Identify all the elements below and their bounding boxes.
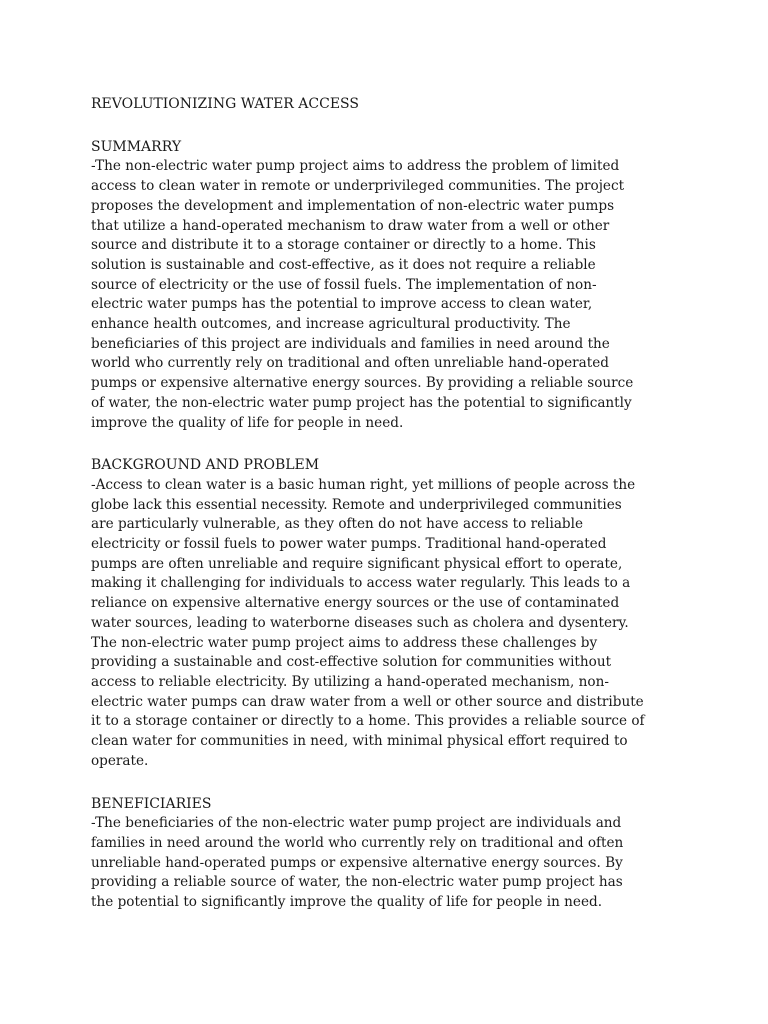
section-heading-background: BACKGROUND AND PROBLEM: [91, 457, 320, 474]
section-background-and-problem: [91, 456, 691, 771]
section-body-background: -Access to clean water is a basic human right, yet millions of people across the globe lack this essential necessity. Remote and underprivileged communities are particularly vulnerable, as they often do not have access to reliable electricity or fossil fuels to power water pumps. Traditional hand-operated pumps are often unreliable and require significant physical effort to operate, making it challenging for individuals to access water regularly. This leads to a reliance on expensive alternative energy sources or the use of contaminated water sources, leading to waterborne diseases such as cholera and dysentery. The non-electric water pump project aims to address these challenges by providing a sustainable and cost-effective solution for communities without access to reliable electricity. By utilizing a hand-operated mechanism, non- electric water pumps can draw water from a well or other source and distribute it to a storage container or directly to a home. This provides a reliable source of clean water for communities in need, with minimal physical effort required to operate.: [91, 476, 645, 769]
section-beneficiaries: [91, 795, 691, 913]
section-body-beneficiaries: -The beneficiaries of the non-electric water pump project are individuals and families in need around the world who currently rely on traditional and often unreliable hand-operated pumps or expensive alternative energy sources. By providing a reliable source of water, the non-electric water pump project has the potential to significantly improve the quality of life for people in need.: [91, 815, 624, 911]
document-title: REVOLUTIONIZING WATER ACCESS: [91, 96, 359, 112]
section-summary: [91, 138, 691, 434]
section-body-summary: -The non-electric water pump project aims to address the problem of limited access to clean water in remote or underprivileged communities. The project proposes the development and implementation of non-electric water pumps that utilize a hand-operated mechanism to draw water from a well or other source and distribute it to a storage container or directly to a home. This solution is sustainable and cost-effective, as it does not require a reliable source of electricity or the use of fossil fuels. The implementation of non- electric water pumps has the potential to improve access to clean water, enhance health outcomes, and increase agricultural productivity. The beneficiaries of this project are individuals and families in need around the world who currently rely on traditional and often unreliable hand-operated pumps or expensive alternative energy sources. By providing a reliable source of water, the non-electric water pump project has the potential to significantly improve the quality of life for people in need.: [91, 158, 634, 431]
document-page: [91, 95, 691, 913]
section-heading-beneficiaries: BENEFICIARIES: [91, 795, 212, 812]
section-heading-summary: SUMMARRY: [91, 138, 182, 155]
